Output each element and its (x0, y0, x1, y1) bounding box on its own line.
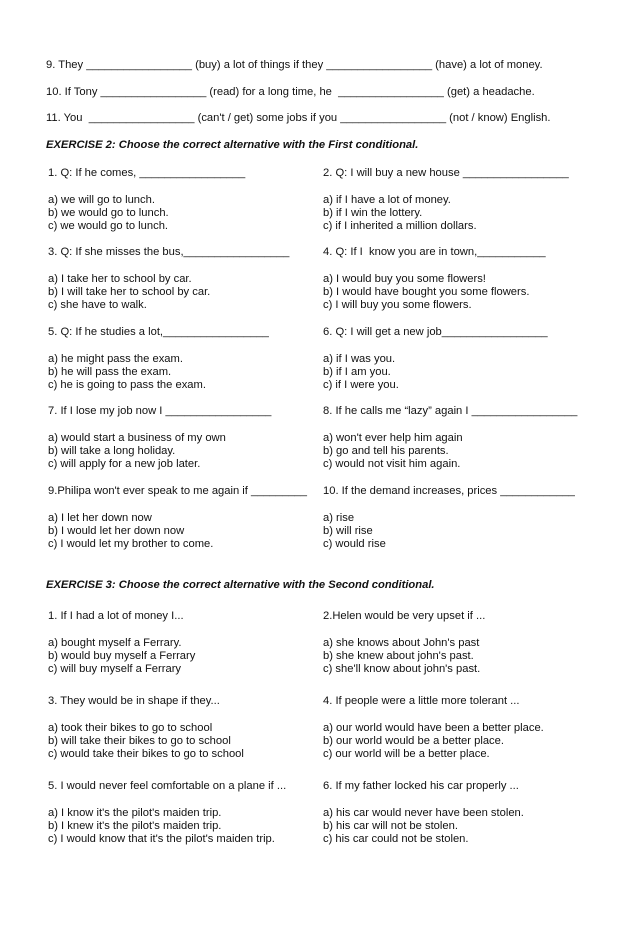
option-a: a) I take her to school by car. (48, 273, 192, 285)
question-text: 3. Q: If she misses the bus,_________________ (48, 246, 290, 258)
option-a: a) I know it's the pilot's maiden trip. (48, 807, 222, 819)
option-a: a) rise (323, 512, 355, 524)
exercise3-heading: EXERCISE 3: Choose the correct alternative with the Second conditional. (46, 579, 435, 591)
exercise2-heading: EXERCISE 2: Choose the correct alternative with the First conditional. (46, 139, 419, 151)
fill-line-9: 9. They _________________ (buy) a lot of things if they _________________ (have) a lot of money. (46, 59, 543, 71)
option-a: a) his car would never have been stolen. (323, 807, 524, 819)
question-text: 2. Q: I will buy a new house _________________ (323, 167, 569, 179)
option-b: b) I would have bought you some flowers. (323, 286, 530, 298)
option-c: c) I will buy you some flowers. (323, 299, 472, 311)
options (323, 637, 485, 676)
ex2-item-3 (48, 246, 289, 312)
option-c: c) will apply for a new job later. (48, 458, 201, 470)
option-c: c) we would go to lunch. (48, 220, 169, 232)
options (48, 353, 269, 392)
question-text: 6. If my father locked his car properly ... (323, 780, 519, 792)
option-c: c) he is going to pass the exam. (48, 379, 206, 391)
option-a: a) if I have a lot of money. (323, 194, 451, 206)
question-text: 7. If I lose my job now I _________________ (48, 405, 272, 417)
options (323, 722, 544, 761)
option-b: b) would buy myself a Ferrary (48, 650, 196, 662)
options (48, 194, 245, 233)
question-text: 2.Helen would be very upset if ... (323, 610, 486, 622)
ex2-item-8 (323, 405, 577, 471)
option-c: c) would rise (323, 538, 386, 550)
option-b: b) will rise (323, 525, 373, 537)
ex2-item-9 (48, 485, 307, 551)
option-b: b) will take a long holiday. (48, 445, 176, 457)
question-text: 10. If the demand increases, prices ____________ (323, 485, 575, 497)
option-a: a) bought myself a Ferrary. (48, 637, 182, 649)
option-b: b) will take their bikes to go to school (48, 735, 231, 747)
question-text: 1. If I had a lot of money I... (48, 610, 184, 622)
options (48, 512, 307, 551)
options (323, 807, 524, 846)
option-a: a) we will go to lunch. (48, 194, 155, 206)
option-b: b) I will take her to school by car. (48, 286, 211, 298)
ex3-item-5 (48, 780, 286, 846)
option-b: b) his car will not be stolen. (323, 820, 458, 832)
option-c: c) if I were you. (323, 379, 399, 391)
option-c: c) his car could not be stolen. (323, 833, 469, 845)
question-text: 9.Philipa won't ever speak to me again if _________ (48, 485, 308, 497)
ex2-item-4 (323, 246, 546, 312)
option-b: b) our world would be a better place. (323, 735, 504, 747)
option-b: b) he will pass the exam. (48, 366, 172, 378)
ex2-item-7 (48, 405, 271, 471)
option-b: b) I knew it's the pilot's maiden trip. (48, 820, 222, 832)
options (323, 353, 548, 392)
options (48, 637, 195, 676)
option-a: a) took their bikes to go to school (48, 722, 213, 734)
option-b: b) if I am you. (323, 366, 391, 378)
option-a: a) she knows about John's past (323, 637, 480, 649)
option-b: b) if I win the lottery. (323, 207, 423, 219)
question-text: 6. Q: I will get a new job_________________ (323, 326, 548, 338)
ex3-item-6 (323, 780, 524, 846)
option-c: c) she'll know about john's past. (323, 663, 481, 675)
options (323, 273, 546, 312)
question-text: 5. I would never feel comfortable on a plane if ... (48, 780, 287, 792)
option-c: c) our world will be a better place. (323, 748, 490, 760)
option-c: c) would not visit him again. (323, 458, 461, 470)
question-text: 8. If he calls me “lazy” again I _________________ (323, 405, 578, 417)
option-a: a) would start a business of my own (48, 432, 226, 444)
option-a: a) I would buy you some flowers! (323, 273, 486, 285)
option-b: b) she knew about john's past. (323, 650, 474, 662)
ex2-item-5 (48, 326, 269, 392)
question-text: 4. If people were a little more tolerant ... (323, 695, 520, 707)
option-c: c) would take their bikes to go to school (48, 748, 244, 760)
option-a: a) our world would have been a better place. (323, 722, 544, 734)
option-c: c) she have to walk. (48, 299, 147, 311)
fill-line-11: 11. You _________________ (can't / get) some jobs if you _________________ (not / know) English. (46, 112, 551, 124)
options (48, 807, 286, 846)
ex2-item-6 (323, 326, 548, 392)
ex3-item-2 (323, 610, 485, 676)
ex2-item-2 (323, 167, 569, 233)
options (323, 432, 577, 471)
option-c: c) I would know that it's the pilot's maiden trip. (48, 833, 275, 845)
option-a: a) if I was you. (323, 353, 396, 365)
ex3-item-1 (48, 610, 195, 676)
option-c: c) will buy myself a Ferrary (48, 663, 182, 675)
options (48, 273, 289, 312)
option-a: a) I let her down now (48, 512, 152, 524)
options (48, 722, 244, 761)
option-b: b) go and tell his parents. (323, 445, 449, 457)
option-a: a) won't ever help him again (323, 432, 463, 444)
question-text: 5. Q: If he studies a lot,_________________ (48, 326, 269, 338)
ex2-item-10 (323, 485, 575, 551)
option-a: a) he might pass the exam. (48, 353, 183, 365)
question-text: 3. They would be in shape if they... (48, 695, 220, 707)
option-b: b) I would let her down now (48, 525, 185, 537)
option-c: c) I would let my brother to come. (48, 538, 214, 550)
option-c: c) if I inherited a million dollars. (323, 220, 477, 232)
ex3-item-4 (323, 695, 544, 761)
options (323, 194, 569, 233)
option-b: b) we would go to lunch. (48, 207, 169, 219)
options (48, 432, 271, 471)
question-text: 4. Q: If I know you are in town,___________ (323, 246, 546, 258)
options (323, 512, 575, 551)
question-text: 1. Q: If he comes, _________________ (48, 167, 246, 179)
ex3-item-3 (48, 695, 244, 761)
fill-line-10: 10. If Tony _________________ (read) for a long time, he _________________ (get) a headache. (46, 86, 535, 98)
ex2-item-1 (48, 167, 245, 233)
